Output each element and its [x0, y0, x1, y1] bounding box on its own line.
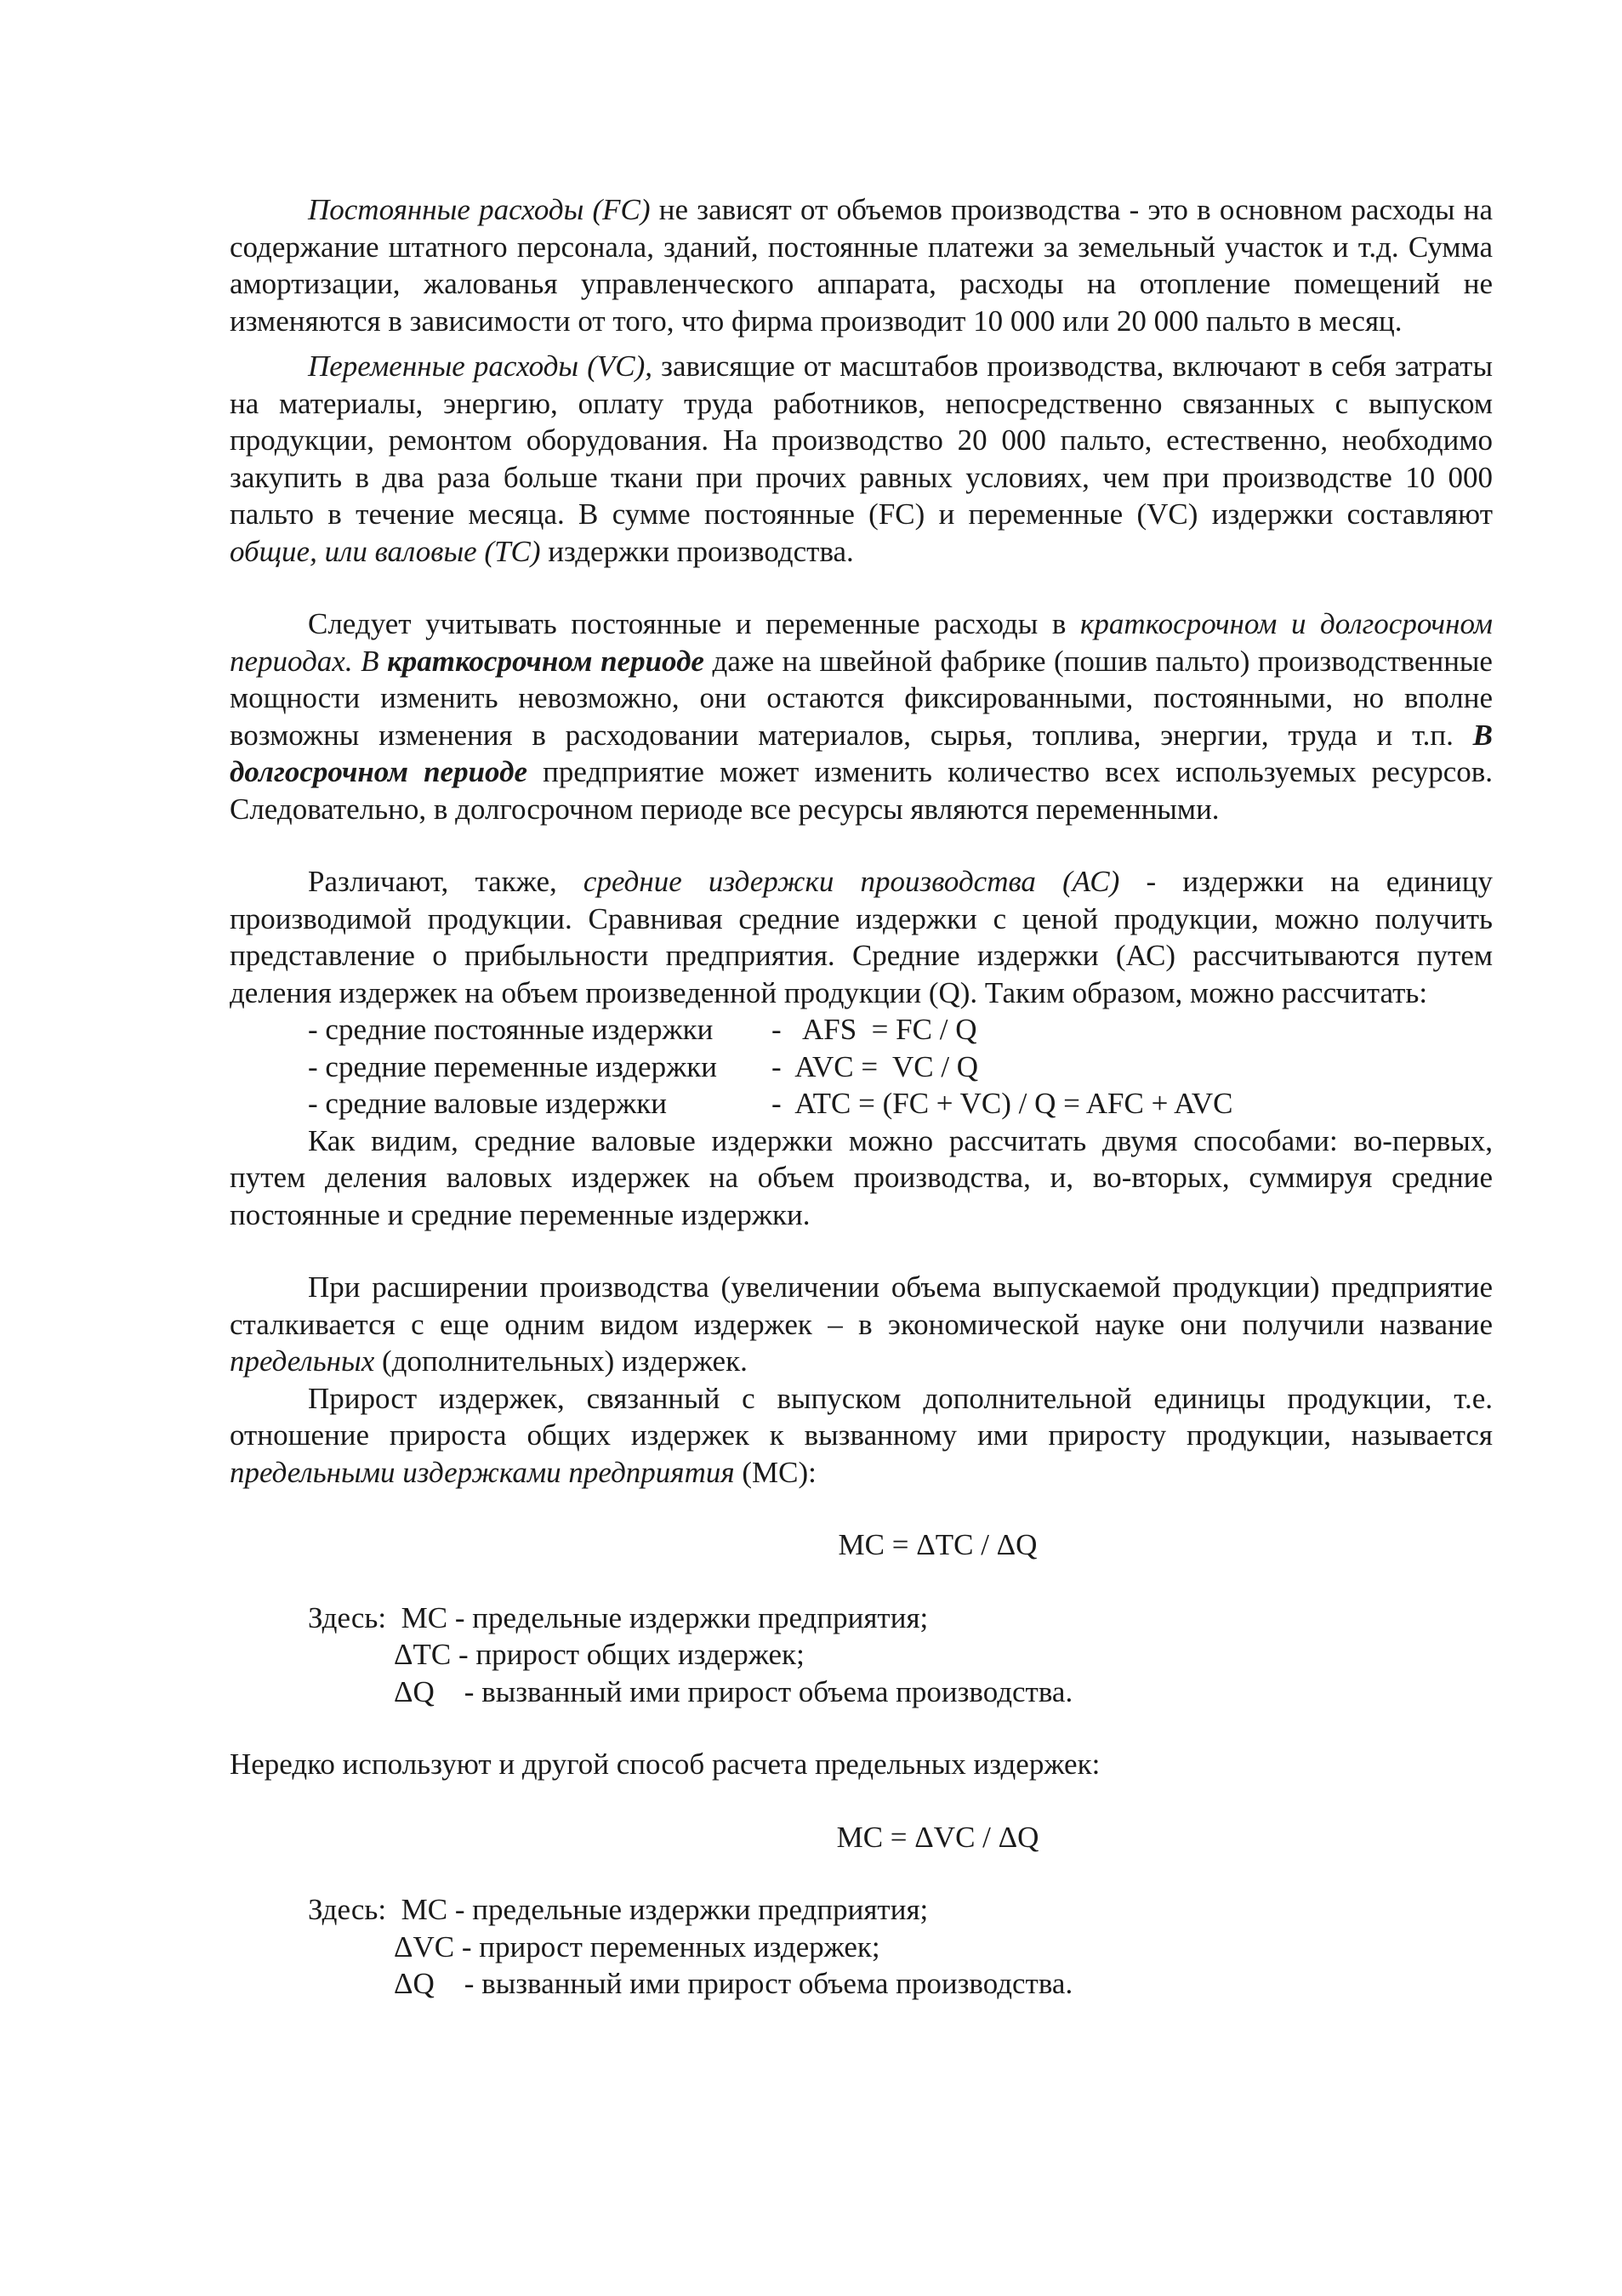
legend-item: ΔVC - прирост переменных издержек;: [394, 1929, 880, 1964]
list-item-formula: - AVC = VC / Q: [771, 1049, 979, 1083]
paragraph-text: Прирост издержек, связанный с выпуском дополнительной единицы продукции, т.е. отношение прироста общих издержек к вызванному ими приросту продукции, называется: [230, 1381, 1493, 1452]
term-average-costs: средние издержки производства (АС): [583, 865, 1120, 898]
list-item: [230, 1085, 1493, 1122]
paragraph-text: - издержки на единицу производимой продукции. Сравнивая средние издержки с ценой продукции, можно получить представление о прибыльности предприятия. Средние издержки (АС) рассчитываются путем деления издержек на объем произведенной продукции (Q). Таким образом, можно рассчитать:: [230, 865, 1493, 1009]
paragraph-text: издержки производства.: [540, 534, 854, 568]
paragraph-average-costs: [230, 863, 1493, 1011]
legend-item: Здесь: МС - предельные издержки предприятия;: [308, 1600, 929, 1634]
formula-legend-2: [230, 1891, 1493, 2003]
formula-mc-tc: MC = ΔTC / ΔQ: [838, 1528, 1038, 1561]
legend-item: Здесь: МС - предельные издержки предприятия;: [308, 1893, 929, 1926]
paragraph-marginal-definition: [230, 1380, 1493, 1492]
legend-item: ΔQ - вызванный ими прирост объема производства.: [394, 1967, 1073, 2000]
paragraph-another-method: Нередко используют и другой способ расчета предельных издержек:: [230, 1748, 1101, 1781]
term-fixed-costs: Постоянные расходы (FC): [308, 193, 651, 226]
paragraph-fixed-costs: [230, 191, 1493, 339]
paragraph-periods: [230, 605, 1493, 827]
paragraph-two-methods: Как видим, средние валовые издержки можно рассчитать двумя способами: во-первых, путем деления валовых издержек на объем производства, и, во-вторых, суммируя средние постоянные и средние переменные издержки.: [230, 1123, 1493, 1231]
paragraph-text: (дополнительных) издержек.: [374, 1344, 748, 1378]
list-item-formula: - ATC = (FC + VC) / Q = AFC + AVC: [771, 1087, 1233, 1120]
list-item-label: - средние постоянные издержки: [308, 1013, 714, 1046]
paragraph-text: даже на швейной фабрике (пошив пальто) производственные мощности изменить невозможно, они остаются фиксированными, постоянными, но вполне возможны изменения в расходовании материалов, сырья, топлива, энергии, труда и т.п.: [230, 644, 1493, 752]
paragraph-marginal-intro: [230, 1269, 1493, 1380]
paragraph-text: Следует учитывать постоянные и переменные расходы в: [308, 607, 1080, 640]
list-item-label: - средние переменные издержки: [308, 1049, 717, 1083]
paragraph-variable-costs: [230, 348, 1493, 570]
term-variable-costs: Переменные расходы (VC),: [308, 350, 653, 383]
paragraph-text: Различают, также,: [308, 865, 583, 898]
paragraph-text: (МС):: [734, 1455, 817, 1489]
formula-mc-vc: MC = ΔVC / ΔQ: [836, 1820, 1039, 1854]
term-total-costs: общие, или валовые (ТС): [230, 534, 541, 568]
average-costs-list: [230, 1011, 1493, 1122]
term-long-run: В долгосрочном периоде: [230, 718, 1493, 788]
paragraph-text: не зависят от объемов производства - это в основном расходы на содержание штатного персонала, зданий, постоянные платежи за земельный участок и т.д. Сумма амортизации, жалованья управленческого аппарата, расходы на отопление помещений не изменяются в зависимости от того, что фирма производит 10 000 или 20 000 пальто в месяц.: [230, 193, 1494, 338]
paragraph-text: При расширении производства (увеличении объема выпускаемой продукции) предприятие сталкивается с еще одним видом издержек – в экономической науке они получили название: [230, 1270, 1493, 1341]
list-item: [230, 1011, 1493, 1049]
legend-item: ΔТС - прирост общих издержек;: [394, 1638, 805, 1671]
list-item: [230, 1049, 1493, 1086]
term-short-run: краткосрочном периоде: [387, 644, 704, 678]
term-marginal-costs: предельными издержками предприятия: [230, 1455, 735, 1489]
term-periods: краткосрочном и долгосрочном периодах. В: [230, 607, 1493, 678]
paragraph-text: предприятие может изменить количество всех используемых ресурсов. Следовательно, в долгосрочном периоде все ресурсы являются переменными.: [230, 755, 1494, 826]
list-item-label: - средние валовые издержки: [308, 1087, 667, 1120]
formula-legend-1: [230, 1600, 1493, 1711]
legend-item: ΔQ - вызванный ими прирост объема производства.: [394, 1674, 1073, 1708]
term-marginal: предельных: [230, 1344, 375, 1378]
paragraph-text: зависящие от масштабов производства, включают в себя затраты на материалы, энергию, оплату труда работников, непосредственно связанных с выпуском продукции, ремонтом оборудования. На производство 20 000 пальто, естественно, необходимо закупить в два раза больше ткани при прочих равных условиях, чем при производстве 10 000 пальто в течение месяца. В сумме постоянные (FC) и переменные (VC) издержки составляют: [230, 350, 1493, 531]
list-item-formula: - AFS = FC / Q: [771, 1013, 977, 1046]
document-page: [230, 191, 1493, 2003]
